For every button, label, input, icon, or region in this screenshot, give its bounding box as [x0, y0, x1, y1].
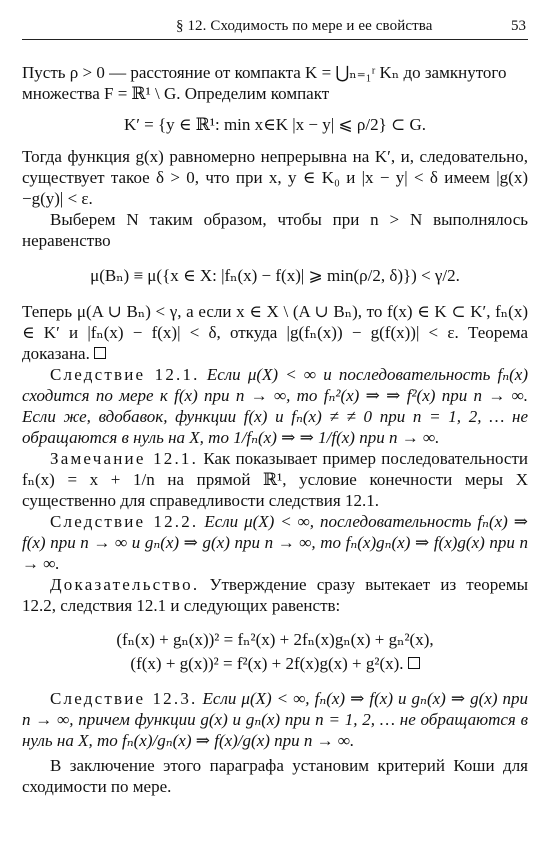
paragraph-cauchy-criterion: В заключение этого параграфа установим критерий Коши для сходимости по мере.: [22, 756, 528, 796]
proof-paragraph: [22, 574, 528, 616]
corollary-12-2-label: Следствие 12.2.: [50, 512, 199, 531]
corollary-12-3: [22, 688, 528, 751]
page-body: [22, 62, 528, 797]
corollary-12-1: [22, 364, 528, 448]
equation-measure-bn: μ(Bₙ) ≡ μ({x ∈ X: |fₙ(x) − f(x)| ⩾ min(ρ/2, δ)}) < γ/2.: [90, 266, 460, 285]
paragraph-uniform-continuity: Тогда функция g(x) равномерно непрерывна на K′, и, следовательно, существует такое δ > 0, что при x, y ∈ K₀ и |x − y| < δ имеем |g(x)−g(y)| < ε.: [22, 147, 528, 208]
remark-12-1-text: Как показывает пример последовательности fₙ(x) = x + 1/n на прямой ℝ¹, условие конечности меры X существенно для справедливости следствия 12.1.: [22, 449, 529, 510]
paragraph-choose-n: Выберем N таким образом, чтобы при n > N выполнялось неравенство: [22, 210, 528, 250]
corollary-12-3-label: Следствие 12.3.: [50, 689, 198, 708]
running-header: [22, 18, 528, 40]
remark-12-1-label: Замечание 12.1.: [50, 449, 199, 468]
equation-square-f-g: (f(x) + g(x))² = f²(x) + 2f(x)g(x) + g²(x).: [130, 654, 404, 673]
qed-square-icon: [408, 657, 420, 669]
equation-square-f-g-line: [22, 652, 528, 676]
equation-squares: [22, 628, 528, 676]
paragraph-theorem-proved: [22, 301, 528, 364]
qed-square-icon: [94, 347, 106, 359]
proof-text: Утверждение сразу вытекает из теоремы 12.2, следствия 12.1 и следующих равенств:: [22, 575, 529, 615]
theorem-proved-text: Теперь μ(A ∪ Bₙ) < γ, а если x ∈ X \ (A ∪ Bₙ), то f(x) ∈ K ⊂ K′, fₙ(x) ∈ K′ и |fₙ(x) − f(x)| < δ, откуда |g(fₙ(x)) − g(f(x))| < ε. Теорема доказана.: [22, 302, 528, 363]
text-line-1: Пусть ρ > 0 — расстояние от компакта K = ⋃ₙ₌₁ʳ Kₙ до замкнутого: [22, 63, 507, 82]
equation-compact-k-prime: K′ = {y ∈ ℝ¹: min x∈K |x − y| ⩽ ρ/2} ⊂ G.: [123, 115, 427, 134]
book-page: [22, 18, 528, 797]
corollary-12-2: [22, 511, 528, 574]
section-title: § 12. Сходимость по мере и ее свойства: [176, 18, 433, 34]
text-line-2: множества F = ℝ¹ \ G. Определим компакт: [22, 84, 330, 103]
corollary-12-3-text: Если μ(X) < ∞, fₙ(x) ⇒ f(x) и gₙ(x) ⇒ g(x) при n → ∞, причем функции g(x) и gₙ(x) при n = 1, 2, … не обращаются в нуль на X, то fₙ(x)/gₙ(x) ⇒ f(x)/g(x) при n → ∞.: [22, 689, 529, 750]
page-number: 53: [511, 18, 526, 34]
corollary-12-1-text: Если μ(X) < ∞ и последовательность fₙ(x) сходится по мере к f(x) при n → ∞, то fₙ²(x) ⇒ ⇒ f²(x) при n → ∞. Если же, вдобавок, функции f(x) и fₙ(x) ≠ ≠ 0 при n = 1, 2, … не обращаются в нуль на X, то 1/fₙ(x) ⇒ ⇒ 1/f(x) при n → ∞.: [22, 365, 528, 447]
corollary-12-1-label: Следствие 12.1.: [50, 365, 200, 384]
corollary-12-2-text: Если μ(X) < ∞, последовательность fₙ(x) ⇒ f(x) при n → ∞ и gₙ(x) ⇒ g(x) при n → ∞, то fₙ(x)gₙ(x) ⇒ f(x)g(x) при n → ∞.: [22, 512, 528, 573]
proof-label: Доказательство.: [50, 575, 200, 594]
equation-square-fn-gn: (fₙ(x) + gₙ(x))² = fₙ²(x) + 2fₙ(x)gₙ(x) + gₙ²(x),: [116, 630, 434, 649]
remark-12-1: [22, 448, 528, 511]
